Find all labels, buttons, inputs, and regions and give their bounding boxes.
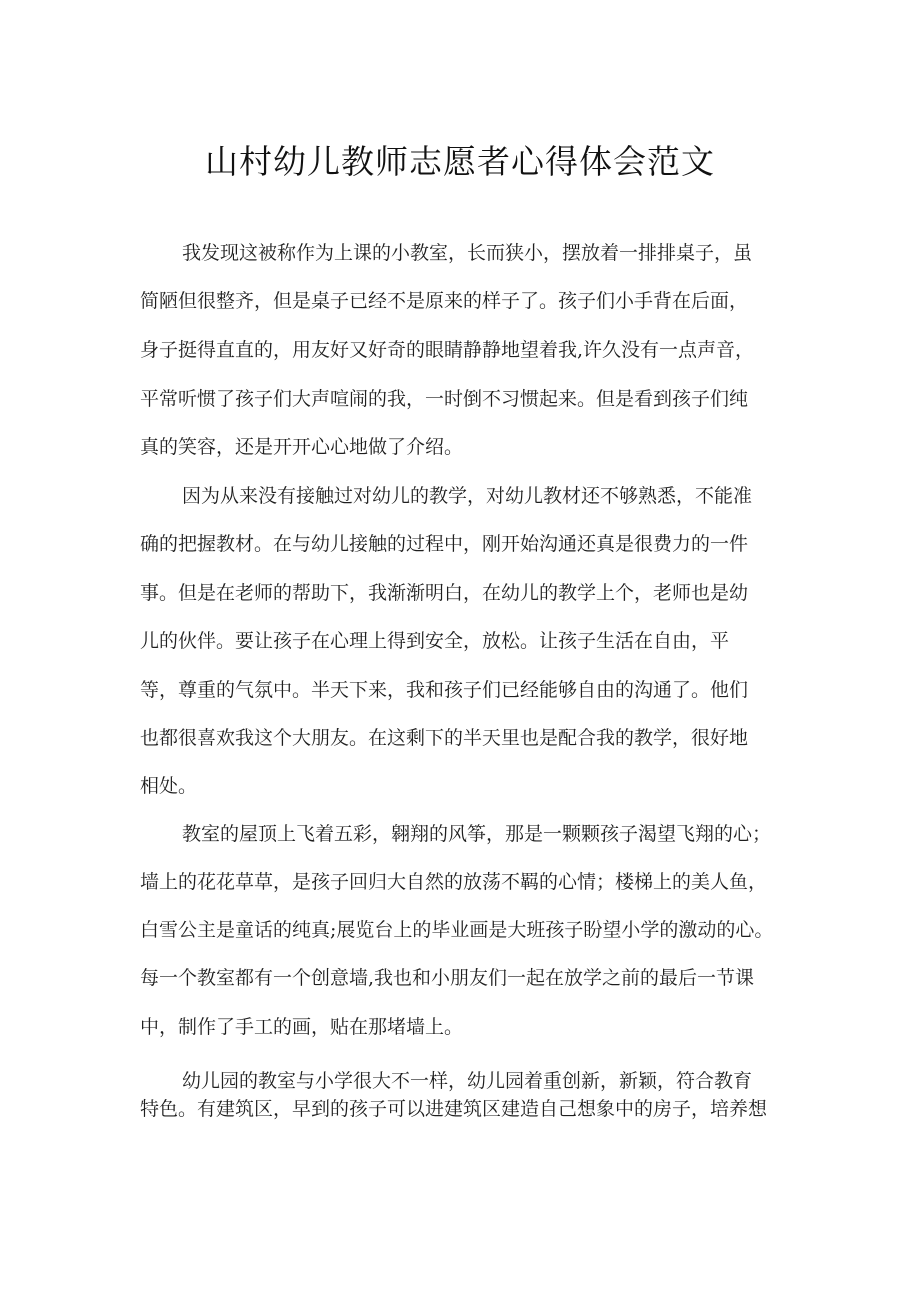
paragraph-line: 教室的屋顶上飞着五彩，翱翔的风筝，那是一颗颗孩子渴望飞翔的心；: [182, 823, 772, 845]
paragraph-line: 儿的伙伴。要让孩子在心理上得到安全，放松。让孩子生活在自由，平: [140, 630, 730, 652]
paragraph-line: 墙上的花花草草，是孩子回归大自然的放荡不羁的心情；楼梯上的美人鱼，: [140, 871, 768, 893]
paragraph-line: 等，尊重的气氛中。半天下来，我和孩子们已经能够自由的沟通了。他们: [140, 679, 749, 701]
paragraph-line: 真的笑容，还是开开心心地做了介绍。: [140, 436, 464, 458]
paragraph-line: 因为从来没有接触过对幼儿的教学，对幼儿教材还不够熟悉，不能准: [182, 485, 753, 507]
paragraph-line: 简陋但很整齐，但是桌子已经不是原来的样子了。孩子们小手背在后面，: [140, 290, 749, 312]
paragraph-line: 事。但是在老师的帮助下，我渐渐明白，在幼儿的教学上个，老师也是幼: [140, 582, 749, 604]
paragraph-line: 中，制作了手工的画，贴在那堵墙上。: [140, 1016, 464, 1038]
paragraph-line: 我发现这被称作为上课的小教室，长而狭小，摆放着一排排桌子，虽: [182, 242, 753, 264]
paragraph-line: 也都很喜欢我这个大朋友。在这剩下的半天里也是配合我的教学，很好地: [140, 727, 749, 749]
paragraph-line: 平常听惯了孩子们大声喧闹的我，一时倒不习惯起来。但是看到孩子们纯: [140, 388, 749, 410]
paragraph-line: 身子挺得直直的，用友好又好奇的眼睛静静地望着我,许久没有一点声音，: [140, 339, 755, 361]
paragraph-line: 每一个教室都有一个创意墙,我也和小朋友们一起在放学之前的最后一节课: [140, 967, 755, 989]
paragraph-line: 确的把握教材。在与幼儿接触的过程中，刚开始沟通还真是很费力的一件: [140, 533, 749, 555]
paragraph-line: 幼儿园的教室与小学很大不一样，幼儿园着重创新，新颖，符合教育: [182, 1070, 753, 1092]
paragraph-line: 相处。: [140, 775, 198, 797]
paragraph-line: 白雪公主是童话的纯真;展览台上的毕业画是大班孩子盼望小学的激动的心。: [140, 919, 774, 941]
document-title: 山村幼儿教师志愿者心得体会范文: [205, 142, 715, 181]
paragraph-line: 特色。有建筑区，早到的孩子可以进建筑区建造自己想象中的房子，培养想: [140, 1098, 768, 1120]
